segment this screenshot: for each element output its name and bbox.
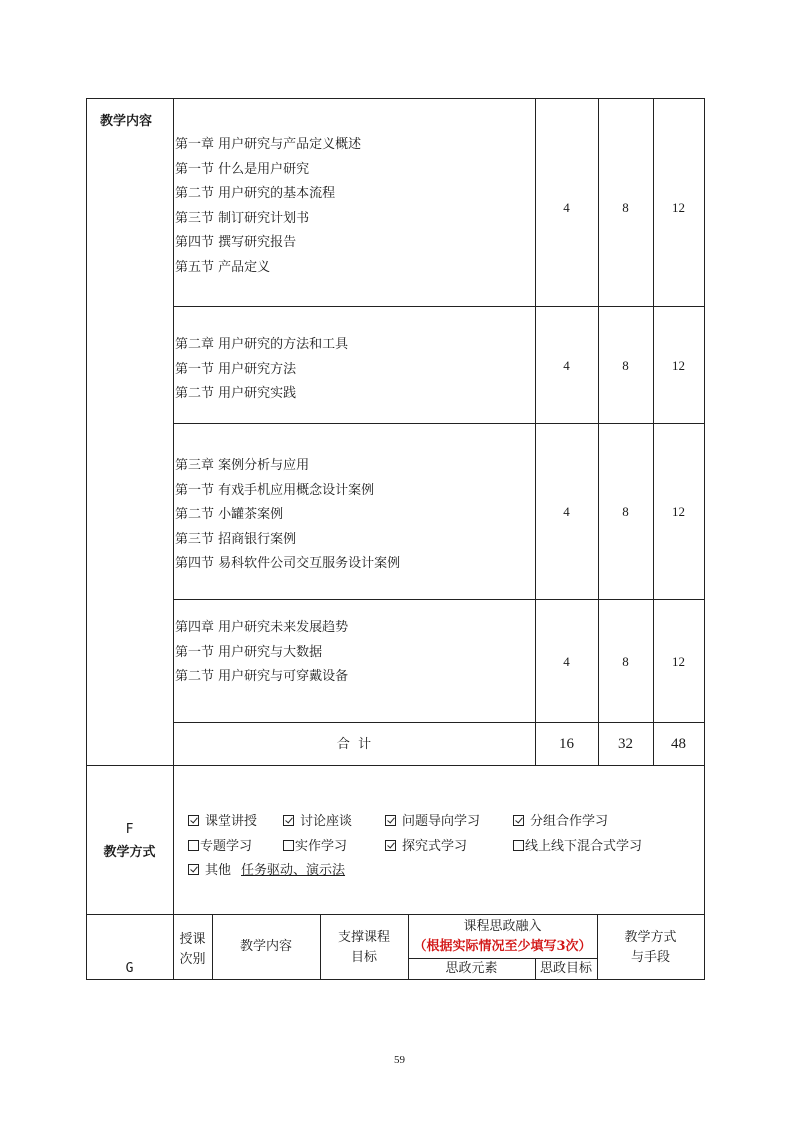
- option-group-work[interactable]: 分组合作学习: [513, 814, 608, 830]
- section-f-label: 教学方式: [103, 845, 156, 860]
- section-item: 第四节 易科软件公司交互服务设计案例: [175, 556, 401, 571]
- checkbox-empty-icon[interactable]: [513, 840, 524, 851]
- checkbox-empty-icon[interactable]: [283, 840, 294, 851]
- section-item: 第一节 用户研究方法: [175, 361, 297, 377]
- section-item: 第二节 小罐茶案例: [175, 507, 284, 522]
- total-label: 合 计: [336, 737, 372, 752]
- other-value: 任务驱动、演示法: [241, 863, 346, 878]
- section-f-letter: F: [125, 822, 134, 837]
- chapter-title: 第一章 用户研究与产品定义概述: [175, 137, 362, 152]
- page-number: 59: [394, 1054, 405, 1066]
- header-ideology-note: （根据实际情况至少填写3次）: [413, 939, 592, 954]
- header-element: 思政元素: [445, 961, 498, 976]
- subheader-divider: [408, 958, 597, 959]
- total-cell: 48: [671, 736, 686, 752]
- hours-cell: 4: [563, 654, 570, 669]
- hours-cell: 12: [672, 358, 685, 373]
- row-divider: [173, 423, 705, 424]
- checkbox-empty-icon[interactable]: [188, 840, 199, 851]
- section-item: 第三节 招商银行案例: [175, 531, 297, 547]
- section-item: 第二节 用户研究与可穿戴设备: [175, 669, 349, 684]
- option-inquiry[interactable]: 探究式学习: [385, 839, 467, 855]
- section-g-letter: G: [125, 961, 134, 976]
- section-e-label: 教学内容: [100, 114, 153, 129]
- table-border-top: [86, 98, 705, 99]
- checkbox-checked-icon[interactable]: [188, 815, 199, 826]
- chapter-3-content: [175, 454, 400, 577]
- hours-cell: 12: [672, 654, 685, 669]
- label-column-divider: [173, 98, 174, 980]
- section-item: 第二节 用户研究的基本流程: [175, 186, 336, 201]
- checkbox-checked-icon[interactable]: [385, 815, 396, 826]
- hours-cell: 4: [563, 358, 570, 373]
- section-divider: [86, 765, 705, 766]
- hours-cell: 12: [672, 200, 685, 215]
- total-cell: 32: [618, 736, 633, 752]
- option-blended[interactable]: 线上线下混合式学习: [513, 839, 642, 855]
- option-discussion[interactable]: 讨论座谈: [283, 814, 352, 830]
- row-divider: [173, 599, 705, 600]
- hours-cell: 8: [622, 504, 629, 519]
- header-goal: 思政目标: [539, 961, 592, 976]
- hours-cell: 8: [622, 358, 629, 373]
- chapter-title: 第四章 用户研究未来发展趋势: [175, 620, 349, 635]
- option-other[interactable]: 其他 任务驱动、演示法: [188, 863, 345, 879]
- chapter-2-content: [175, 333, 348, 407]
- option-problem-based[interactable]: 问题导向学习: [385, 814, 480, 830]
- row-divider: [173, 306, 705, 307]
- header-ideology: 课程思政融入: [463, 919, 542, 934]
- hours-cell: 4: [563, 200, 570, 215]
- chapter-4-content: [175, 616, 348, 690]
- section-item: 第一节 有戏手机应用概念设计案例: [175, 482, 375, 498]
- hours-cell: 4: [563, 504, 570, 519]
- chapter-title: 第二章 用户研究的方法和工具: [175, 337, 349, 352]
- section-item: 第一节 什么是用户研究: [175, 161, 310, 177]
- section-divider: [86, 914, 705, 915]
- checkbox-checked-icon[interactable]: [513, 815, 524, 826]
- option-practice[interactable]: 实作学习: [283, 839, 347, 855]
- hours-cell: 8: [622, 200, 629, 215]
- option-topic-study[interactable]: 专题学习: [188, 839, 252, 855]
- total-cell: 16: [559, 736, 574, 752]
- section-item: 第三节 制订研究计划书: [175, 210, 310, 226]
- option-lecture[interactable]: 课堂讲授: [188, 814, 257, 830]
- chapter-title: 第三章 案例分析与应用: [175, 458, 310, 473]
- header-session: 授课 次别: [179, 932, 206, 967]
- header-content: 教学内容: [239, 939, 292, 954]
- section-item: 第二节 用户研究实践: [175, 386, 297, 401]
- section-item: 第五节 产品定义: [175, 259, 271, 275]
- table-border-right: [704, 98, 705, 980]
- table-border-bottom: [86, 979, 705, 980]
- hours-cell: 12: [672, 504, 685, 519]
- row-divider: [173, 722, 705, 723]
- section-item: 第一节 用户研究与大数据: [175, 644, 323, 660]
- chapter-1-content: [175, 133, 361, 280]
- checkbox-checked-icon[interactable]: [385, 840, 396, 851]
- header-method: 教学方式 与手段: [624, 930, 677, 965]
- header-support: 支撑课程 目标: [337, 930, 390, 965]
- section-item: 第四节 撰写研究报告: [175, 235, 297, 250]
- hours-cell: 8: [622, 654, 629, 669]
- checkbox-checked-icon[interactable]: [283, 815, 294, 826]
- checkbox-checked-icon[interactable]: [188, 864, 199, 875]
